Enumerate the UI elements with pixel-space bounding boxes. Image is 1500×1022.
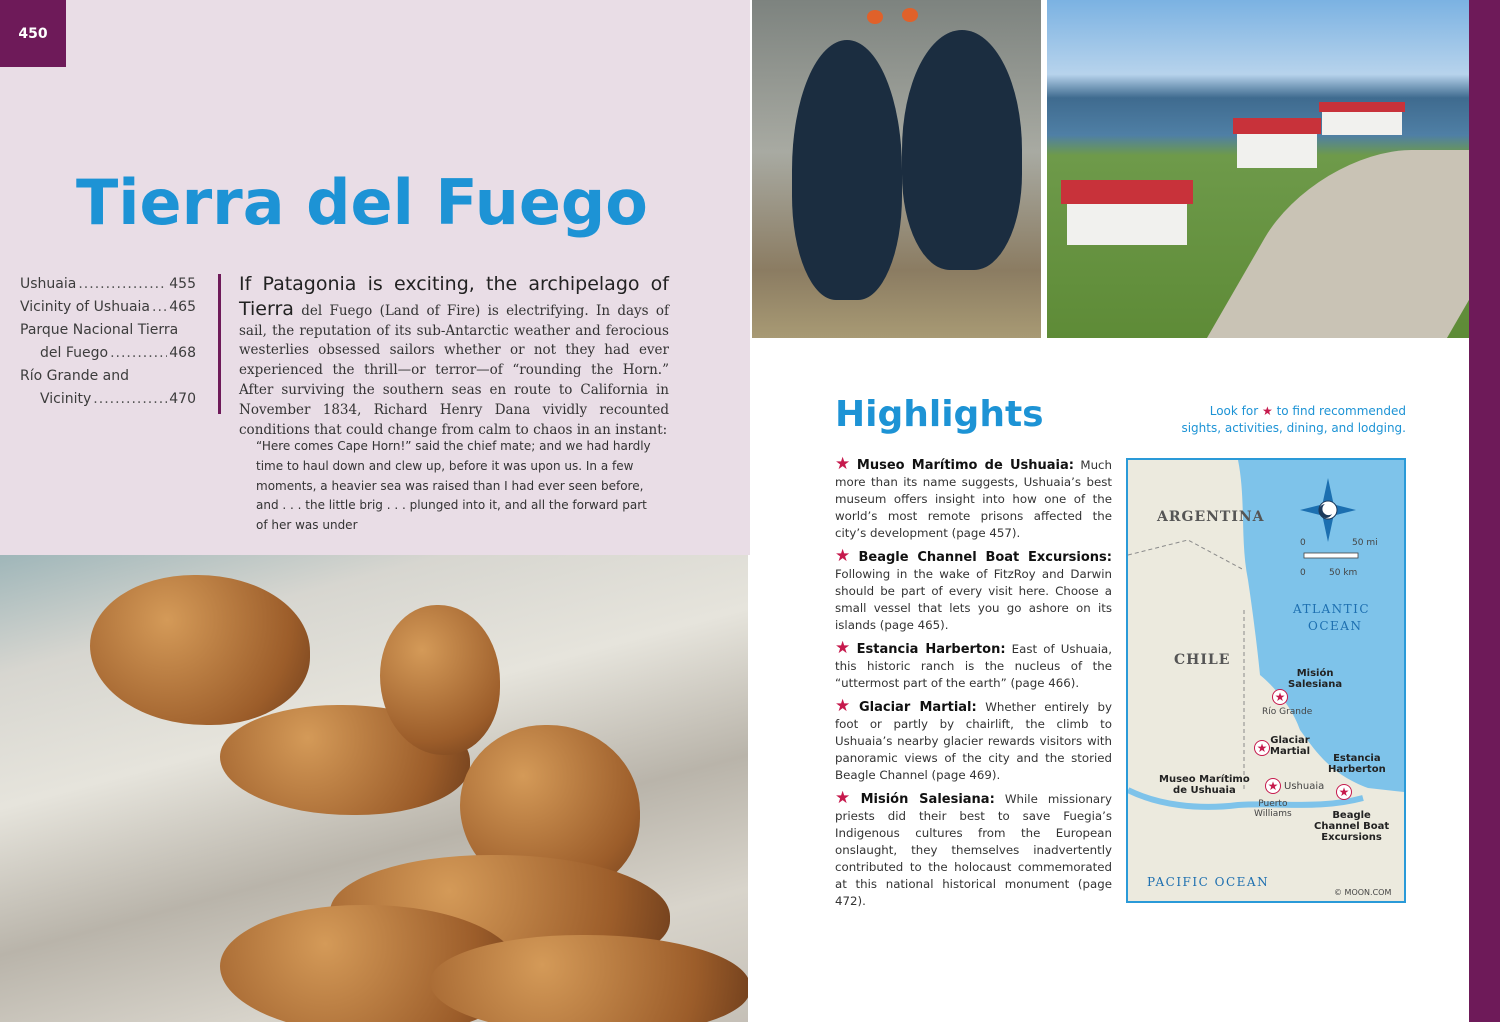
highlight-item: ★ Glaciar Martial: Whether entirely by foot or partly by chairlift, the climb to Ushuaia’s nearby glacier rewards visitors with panoramic views of the city and the storied Beagle Channel (page 469). — [835, 696, 1112, 782]
house — [1237, 130, 1317, 168]
page-number: 450 — [0, 0, 66, 67]
page-edge-bar — [1469, 0, 1500, 1022]
place-label-beagle-channel: Beagle Channel Boat Excursions — [1314, 810, 1390, 843]
star-marker-icon[interactable]: ★ — [1272, 689, 1288, 705]
place-label-glaciar-martial: Glaciar Martial — [1270, 735, 1311, 757]
red-roof — [1061, 180, 1193, 204]
cormorants-photo — [752, 0, 1041, 338]
place-label-mision-salesiana: Misión Salesiana — [1288, 668, 1343, 690]
red-roof — [1319, 102, 1405, 112]
toc-item-line1[interactable]: Río Grande and — [20, 367, 129, 384]
sea-lion-shape — [430, 935, 748, 1022]
sea-lion-shape — [90, 575, 310, 725]
map-copyright: © MOON.COM — [1334, 888, 1392, 897]
ranch-photo — [1047, 0, 1469, 338]
place-label-puerto-williams: Puerto Williams — [1254, 799, 1292, 819]
lead-first-line: If Patagonia is exciting, the archipelago of Tierra — [239, 273, 669, 320]
house — [1322, 110, 1402, 135]
country-label-chile: CHILE — [1174, 652, 1231, 668]
lead-paragraph — [239, 272, 669, 440]
lead-body: del Fuego (Land of Fire) is electrifying. In days of sail, the reputation of its sub-Antarctic weather and ferocious westerlies obsessed sailors whether or not they had ever experienced the thrill—or terror—of “rounding the Horn.” After surviving the southern seas en route to California in November 1834, Richard Henry Dana vividly recounted conditions that could change from calm to chaos in an instant: — [239, 302, 669, 438]
leader-dots — [78, 276, 167, 292]
star-icon: ★ — [835, 454, 853, 474]
highlight-item: ★ Misión Salesiana: While missionary priests did their best to save Fuegia’s Indigenous cultures from the European onslaught, they themselves inadvertently contributed to the holocaust commemorated at this national historical monument (page 472). — [835, 788, 1112, 908]
star-icon: ★ — [1261, 404, 1273, 418]
place-label-museo-maritimo: Museo Marítimo de Ushuaia — [1159, 774, 1250, 796]
gravel-road — [1188, 150, 1469, 338]
look-for-note: Look for ★ to find recommended sights, activities, dining, and lodging. — [1181, 404, 1406, 435]
scale-label: 50 km — [1329, 568, 1358, 578]
star-icon: ★ — [835, 638, 853, 658]
cormorant-shape — [902, 30, 1022, 270]
block-quote: “Here comes Cape Horn!” said the chief mate; and we had hardly time to haul down and clew up, before it was upon us. In a few moments, a heavier sea was raised than I had ever seen before, and . . . the little brig . . . plunged into it, and all the forward part of her was under — [256, 439, 651, 533]
toc-item-line1[interactable]: Parque Nacional Tierra — [20, 321, 179, 338]
place-label-rio-grande: Río Grande — [1262, 707, 1313, 717]
beak-wattle — [867, 10, 883, 24]
highlight-item: ★ Beagle Channel Boat Excursions: Following in the wake of FitzRoy and Darwin should be part of every visit here. Choose a small vessel that lets you go ashore on its islands (page 465). — [835, 546, 1112, 632]
star-icon: ★ — [835, 788, 857, 808]
country-label-argentina: ARGENTINA — [1157, 509, 1265, 525]
ocean-label-atlantic: ATLANTIC — [1293, 602, 1371, 616]
red-roof — [1233, 118, 1321, 134]
scale-label: 50 mi — [1352, 538, 1378, 548]
toc-item[interactable]: Vicinity of Ushuaia ..... 465 — [20, 295, 196, 318]
star-icon: ★ — [835, 546, 855, 566]
star-icon: ★ — [835, 696, 855, 716]
highlights-title: Highlights — [835, 394, 1044, 435]
toc-item[interactable]: Ushuaia ..... 455 — [20, 272, 196, 295]
ocean-label-atlantic-2: OCEAN — [1308, 619, 1363, 633]
beak-wattle — [902, 8, 918, 22]
highlights-list — [835, 456, 1112, 916]
cormorant-shape — [792, 40, 902, 300]
star-marker-icon[interactable]: ★ — [1254, 740, 1270, 756]
highlight-item: ★ Museo Marítimo de Ushuaia: Much more than its name suggests, Ushuaia’s best museum offers insight into how one of the world’s most remote prisons affected the city’s development (page 457). — [835, 454, 1113, 540]
chapter-title: Tierra del Fuego — [76, 166, 648, 239]
star-marker-icon[interactable]: ★ — [1336, 784, 1352, 800]
place-label-ushuaia: Ushuaia — [1284, 781, 1325, 792]
sea-lions-photo — [0, 555, 748, 1022]
scale-bar — [1304, 553, 1358, 558]
star-marker-icon[interactable]: ★ — [1265, 778, 1281, 794]
leader-dots — [110, 345, 167, 361]
leader-dots — [152, 299, 167, 315]
chapter-contents — [20, 272, 196, 410]
highlight-item: ★ Estancia Harberton: East of Ushuaia, this historic ranch is the nucleus of the “uttermost part of the earth” (page 466). — [835, 638, 1112, 690]
toc-item[interactable]: del Fuego ..... 468 — [20, 341, 196, 364]
divider-bar — [218, 274, 221, 414]
scale-label: 0 — [1300, 538, 1306, 548]
place-label-estancia-harberton: Estancia Harberton — [1328, 753, 1386, 775]
ocean-label-pacific: PACIFIC OCEAN — [1147, 875, 1270, 889]
scale-label: 0 — [1300, 568, 1306, 578]
leader-dots — [93, 391, 167, 407]
house — [1067, 200, 1187, 245]
toc-item[interactable]: Vicinity ..... 470 — [20, 387, 196, 410]
region-map — [1126, 458, 1406, 903]
